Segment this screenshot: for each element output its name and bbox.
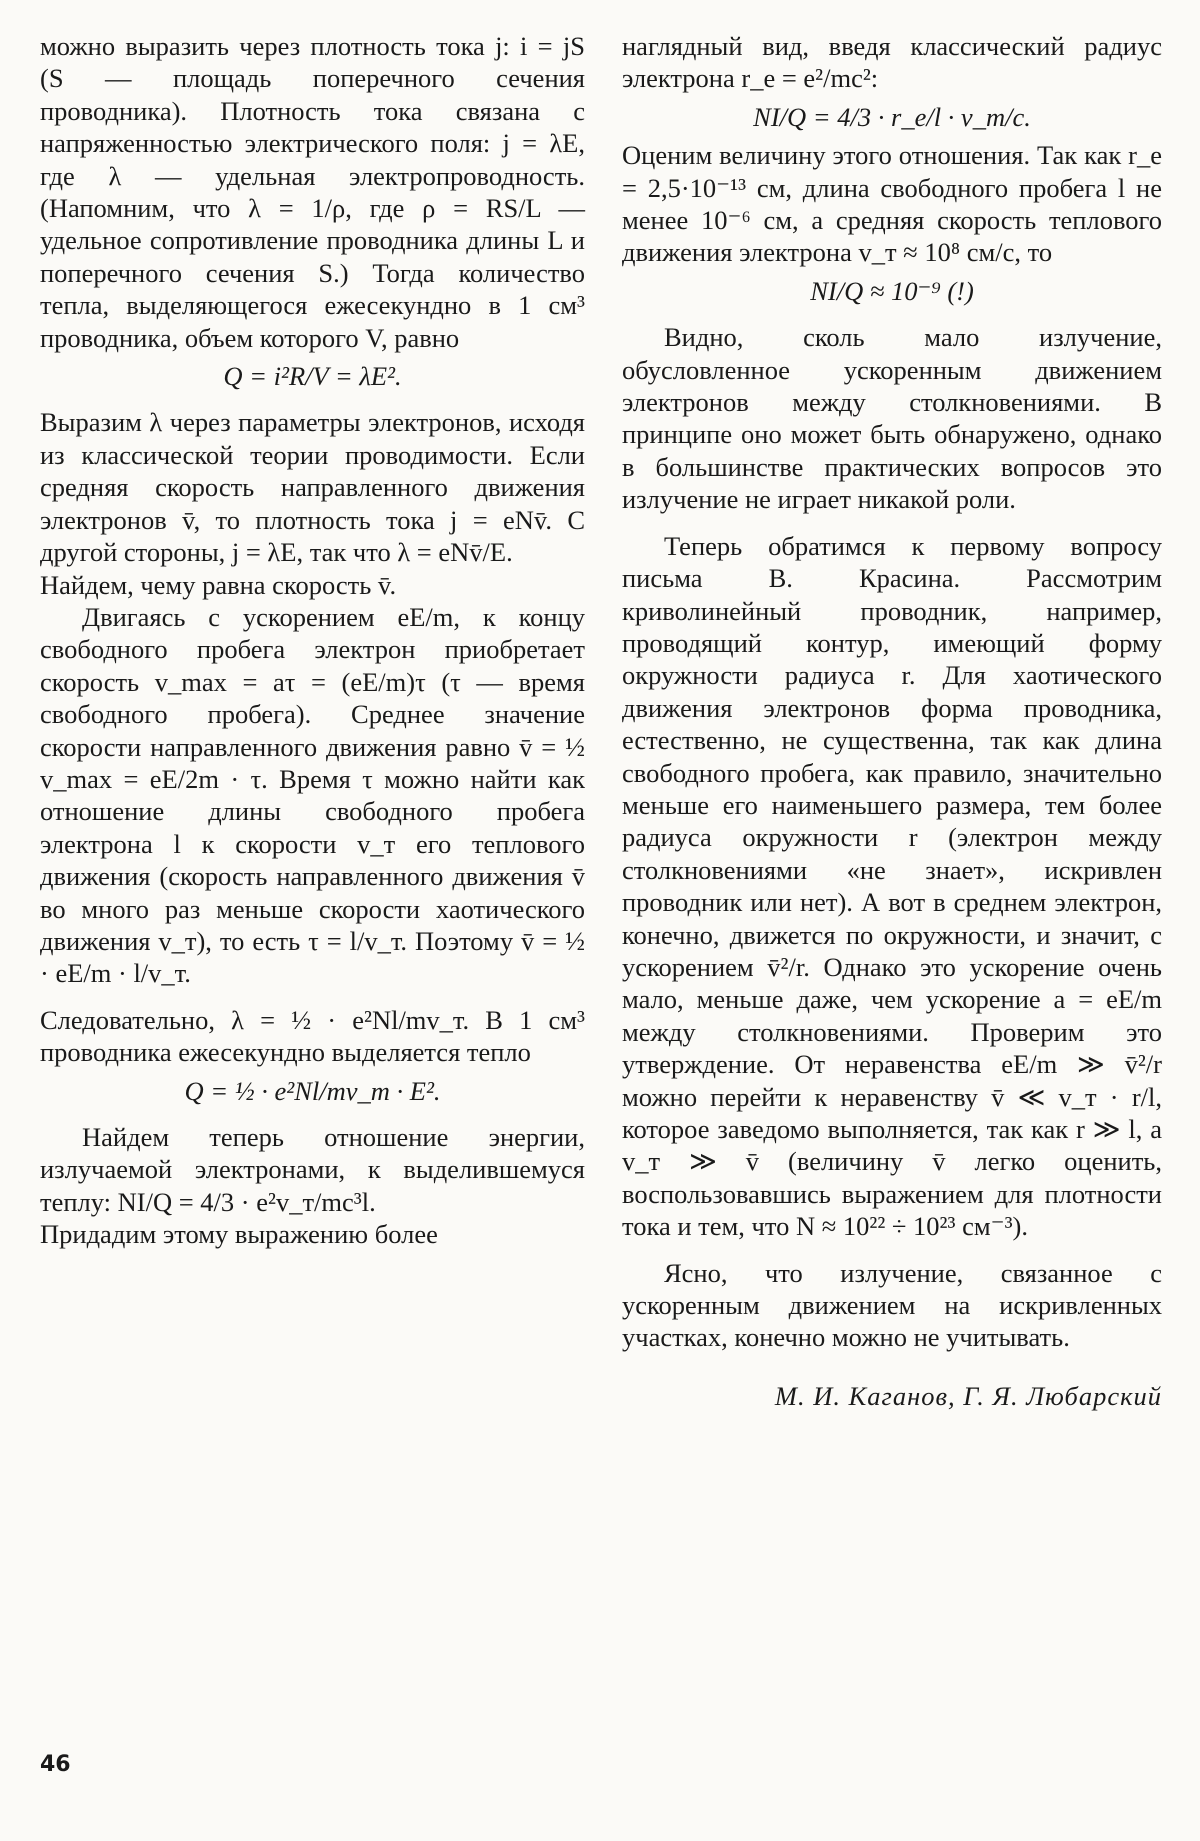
author-signature: М. И. Каганов, Г. Я. Любарский — [774, 1380, 1162, 1411]
page-number: 46 — [40, 1752, 71, 1777]
paragraph: Ясно, что излучение, связанное с ускоренным движением на искривленных участках, конечно можно не учитывать. — [622, 1257, 1162, 1353]
paragraph: можно выразить через плотность тока j: i = jS (S — площадь поперечного сечения проводника). Плотность тока связана с напряженностью электрического поля: j = λE, где λ — удельная электропроводность. (Напомним, что λ = 1/ρ, где ρ = RS/L — удельное сопротивление проводника длины L и поперечного сечения S.) Тогда количество тепла, выделяющегося ежесекундно в 1 см³ проводника, объем которого V, равно — [40, 31, 585, 353]
paragraph: Выразим λ через параметры электронов, исходя из классической теории проводимости. Если средняя скорость направленного движения электронов v̄, то плотность тока j = eNv̄. С другой стороны, j = λE, так что λ = eNv̄/E. — [40, 407, 585, 568]
paragraph: Следовательно, λ = ½ · e²Nl/mv_т. В 1 см³ проводника ежесекундно выделяется тепло — [40, 1004, 585, 1068]
paragraph: Найдем, чему равна скорость v̄. — [40, 569, 397, 600]
paragraph: Двигаясь с ускорением eE/m, к концу свободного пробега электрон приобретает скорость v_max = aτ = (eE/m)τ (τ — время свободного пробега). Среднее значение скорости направленного движения равно v̄ = ½ v_max = eE/2m · τ. Время τ можно найти как отношение длины свободного пробега электрона l к скорости v_т его теплового движения (скорость направленного движения v̄ во много раз меньше скорости хаотического движения v_т), то есть τ = l/v_т. Поэтому v̄ = ½ · eE/m · l/v_т. — [40, 601, 585, 989]
paragraph: Оценим величину этого отношения. Так как r_e = 2,5·10⁻¹³ см, длина свободного пробега l не менее 10⁻⁶ см, а средняя скорость теплового движения электрона v_т ≈ 10⁸ см/с, то — [622, 140, 1162, 268]
paragraph: Найдем теперь отношение энергии, излучаемой электронами, к выделившемуся теплу: NI/Q = 4/3 · e²v_т/mc³l. — [40, 1122, 585, 1217]
formula: Q = ½ · e²Nl/mv_т · E². — [184, 1075, 441, 1106]
formula: NI/Q = 4/3 · r_e/l · v_т/c. — [753, 101, 1031, 132]
paragraph: Придадим этому выражению более — [40, 1219, 438, 1250]
right-column — [622, 30, 1162, 1412]
formula: Q = i²R/V = λE². — [223, 361, 402, 392]
paragraph: Видно, сколь мало излучение, обусловленное ускоренным движением электронов между столкновениями. В принципе оно может быть обнаружено, однако в большинстве практических вопросов это излучение не играет никакой роли. — [622, 322, 1162, 515]
left-column — [40, 30, 585, 1251]
paragraph: Теперь обратимся к первому вопросу письма В. Красина. Рассмотрим криволинейный проводник, например, проводящий контур, имеющий форму окружности радиуса r. Для хаотического движения электронов форма проводника, естественно, не существенна, так как длина свободного пробега, как правило, значительно меньше его наименьшего размера, тем более радиуса окружности r (электрон между столкновениями «не знает», искривлен проводник или нет). А вот в среднем электрон, конечно, движется по окружности, и значит, с ускорением v̄²/r. Однако это ускорение очень мало, меньше даже, чем ускорение a = eE/m между столкновениями. Проверим это утверждение. От неравенства eE/m ≫ v̄²/r можно перейти к неравенству v̄ ≪ v_т · r/l, которое заведомо выполняется, так как r ≫ l, а v_т ≫ v̄ (величину v̄ легко оценить, воспользовавшись выражением для плотности тока и тем, что N ≈ 10²² ÷ 10²³ см⁻³). — [622, 530, 1162, 1242]
paragraph: наглядный вид, введя классический радиус электрона r_e = e²/mc²: — [622, 31, 1162, 94]
formula: NI/Q ≈ 10⁻⁹ (!) — [810, 275, 974, 306]
